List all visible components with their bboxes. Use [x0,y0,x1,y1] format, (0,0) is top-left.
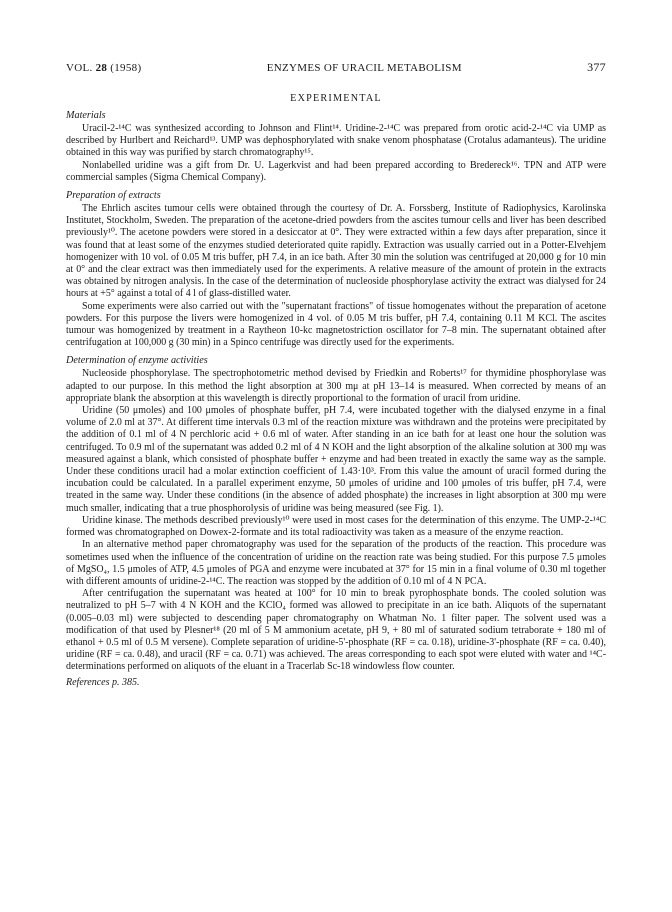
paragraph: Nucleoside phosphorylase. The spectrophotometric method devised by Friedkin and Roberts¹⁷ for thymidine phosphorylase was adapted to our purpose. In this method the light absorption at 300 mμ at pH 13–14 is measured. When corrected by means of an appropriate blank the absorption at this wavelength is directly proportional to the formation of uracil from uridine. [66,368,606,404]
references-note: References p. 385. [66,676,140,688]
volume-label: VOL. [66,62,93,74]
volume-info [66,62,141,74]
volume-number: 28 [95,62,108,74]
paragraph: Uridine (50 μmoles) and 100 μmoles of phosphate buffer, pH 7.4, were incubated together with the dialysed enzyme in a final volume of 2.0 ml at 37°. At different time intervals 0.3 ml of the reaction mixture was withdrawn and the proteins were precipitated by the addition of 0.1 ml of 4 N perchloric acid + 0.6 ml of water. After standing in an ice bath for at least one hour the solution was centrifuged. To 0.9 ml of the supernatant was added 0.2 ml of 4 N KOH and the light absorption of the alkaline solution at 300 mμ was measured against a blank, which consisted of phosphate buffer + enzyme and had been treated in exactly the same way as the sample. Under these conditions uracil had a molar extinction coefficient of 1.43·10³. From this value the amount of uracil formed during the incubation could be calculated. In a parallel experiment enzyme, 50 μmoles of uridine and 100 μmoles of tris buffer, pH 7.4, were treated in the same way. Under these conditions (in the absence of added phosphate) the increases in light absorption at 300 mμ were much smaller, indicating that a true phosphorolysis of uridine was being measured (see Fig. 1). [66,405,606,514]
paragraph: After centrifugation the supernatant was heated at 100° for 10 min to break pyrophosphate bonds. The cooled solution was neutralized to pH 5–7 with 4 N KOH and the KClO₄ formed was allowed to precipitate in an ice bath. Aliquots of the supernatant (0.005–0.03 ml) were subjected to descending paper chromatography on Whatman No. 1 filter paper. The solvent used was a modification of that used by Plesner¹⁸ (20 ml of 5 M ammonium acetate, pH 9, + 80 ml of saturated sodium tetraborate + 180 ml of ethanol + 0.5 ml of 0.5 M versene). Complete separation of uridine-5'-phosphate (RF = ca. 0.18), uridine-3'-phosphate (RF = ca. 0.40), uridine (RF = ca. 0.48), and uracil (RF = ca. 0.71) was achieved. The areas corresponding to each spot were eluted with water and ¹⁴C-determinations performed on aliquots of the eluant in a Tracerlab Sc-18 windowless flow counter. [66,588,606,673]
journal-title: ENZYMES OF URACIL METABOLISM [266,62,462,74]
volume-year: (1958) [110,62,142,74]
paragraph: In an alternative method paper chromatography was used for the separation of the products of the reaction. This procedure was sometimes used when the influence of the concentration of uridine on the reaction rate was being studied. For this purpose 7.5 μmoles of MgSO₄, 1.5 μmoles of ATP, 4.5 μmoles of PGA and enzyme were incubated at 37° for 15 min in a final volume of 0.30 ml together with different amounts of uridine-2-¹⁴C. The reaction was stopped by the addition of 0.10 ml of 4 N PCA. [66,539,606,587]
page-number: 377 [587,60,606,74]
section-title: EXPERIMENTAL [290,93,382,104]
paragraph: Uracil-2-¹⁴C was synthesized according to Johnson and Flint¹⁴. Uridine-2-¹⁴C was prepared from orotic acid-2-¹⁴C via UMP as described by Hurlbert and Reichard¹³. UMP was dephosphorylated with snake venom phosphatase (Crotalus adamanteus). The uridine obtained in this way was purified by starch chromatography¹⁵. [66,123,606,159]
paragraph: Some experiments were also carried out with the "supernatant fractions" of tissue homogenates without the preparation of acetone powders. For this purpose the livers were homogenized in 4 vol. of 0.05 M tris buffer, pH 7.4, containing 0.11 M KCl. The ascites tumour was homogenized by treatment in a Raytheon 10-kc magnetostriction oscillator for 7–8 min. The supernatant obtained after centrifugation at 100,000 g (30 min) in a Spinco centrifuge was directly used for the experiments. [66,300,606,349]
paragraph: Uridine kinase. The methods described previously¹⁰ were used in most cases for the determination of this enzyme. The UMP-2-¹⁴C formed was chromatographed on Dowex-2-formate and its total radioactivity was taken as a measure of the enzyme reaction. [66,514,606,539]
running-head [66,60,606,75]
subsection-heading-preparation: Preparation of extracts [66,190,161,202]
subsection-heading-determination: Determination of enzyme activities [66,355,208,367]
subsection-heading-materials: Materials [66,110,106,121]
paragraph: The Ehrlich ascites tumour cells were obtained through the courtesy of Dr. A. Forssberg, Institute of Radiophysics, Karolinska Institutet, Stockholm, Sweden. The preparation of the acetone-dried powders from the ascites tumour cells and liver has been described previously¹⁰. The acetone powders were stored in a desiccator at 0°. They were extracted within a few days after preparation, since it was found that at least some of the enzymes studied deteriorated quite rapidly. Extraction was usually carried out in a Potter-Elvehjem homogenizer with 10 vol. of 0.05 M tris buffer, pH 7.4, in an ice bath. After 30 min the solution was centrifuged at 20,000 g for 10 min at 0° and the clear extract was then immediately used for the experiments. A relative measure of the amount of protein in the extracts was obtained by nitrogen analysis. In the case of the determination of nucleoside phosphorylase activity the extract was dialysed for 24 hours at +5° against a total of 4 l of glass-distilled water. [66,203,606,300]
paragraph: Nonlabelled uridine was a gift from Dr. U. Lagerkvist and had been prepared according to Bredereck¹⁶. TPN and ATP were commercial samples (Sigma Chemical Company). [66,159,606,183]
